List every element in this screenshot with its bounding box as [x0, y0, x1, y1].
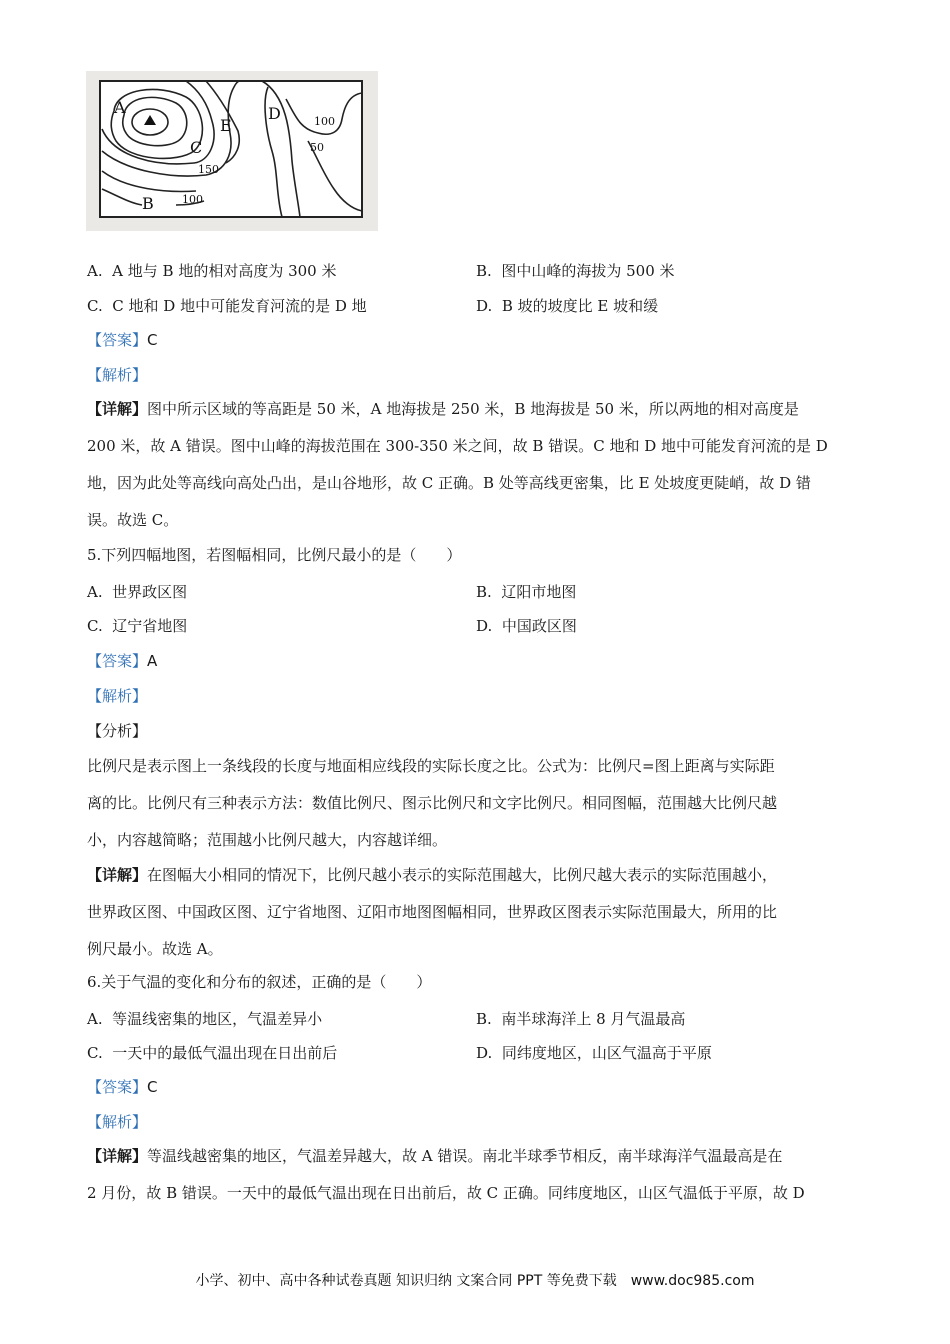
label-e: E	[220, 116, 232, 135]
label-c: C	[190, 138, 203, 157]
q6-answer: 【答案】C	[87, 1078, 158, 1096]
q4-detail: 【详解】图中所示区域的等高距是 50 米，A 地海拔是 250 米，B 地海拔是 50 米，所以两地的相对高度是 200 米，故 A 错误。图中山峰的海拔范围在 300-350 米之间，故 B 错误。C 地和 D 地中可能发育河流的是 D 地，因为此处等高线向高处凸出，是山谷地形，故 C 正确。B 处等高线更密集，比 E 处坡度更陡峭，故 D 错 误。故选 C。	[87, 400, 828, 529]
q5-fenxi-heading: 【分析】	[87, 722, 148, 740]
q4-option-a: A. A 地与 B 地的相对高度为 300 米	[87, 262, 337, 280]
q5-option-d: D. 中国政区图	[476, 617, 577, 635]
q4-option-d: D. B 坡的坡度比 E 坡和缓	[476, 297, 659, 315]
page-footer: 小学、初中、高中各种试卷真题 知识归纳 文案合同 PPT 等免费下载 www.doc985.com	[195, 1273, 755, 1289]
q4-answer: 【答案】C	[87, 331, 158, 349]
contour-label-50: 50	[310, 141, 324, 154]
q6-detail: 【详解】等温线越密集的地区，气温差异越大，故 A 错误。南北半球季节相反，南半球海洋气温最高是在 2 月份，故 B 错误。一天中的最低气温出现在日出前后，故 C 正确。同纬度地区，山区气温低于平原，故 D	[87, 1147, 805, 1202]
label-b: B	[142, 194, 154, 213]
q4-option-b: B. 图中山峰的海拔为 500 米	[476, 262, 675, 280]
contour-map	[86, 71, 378, 231]
q5-option-a: A. 世界政区图	[87, 583, 188, 601]
q6-option-d: D. 同纬度地区，山区气温高于平原	[476, 1044, 712, 1062]
contour-label-150: 150	[198, 163, 219, 176]
label-d: D	[268, 104, 281, 123]
q5-fenxi: 比例尺是表示图上一条线段的长度与地面相应线段的实际长度之比。公式为：比例尺=图上距离与实际距 离的比。比例尺有三种表示方法：数值比例尺、图示比例尺和文字比例尺。相同图幅，范围越大比例尺越 小，内容越简略；范围越小比例尺越大，内容越详细。	[87, 757, 778, 849]
q6-question: 6.关于气温的变化和分布的叙述，正确的是（ ）	[87, 973, 432, 991]
q4-option-c: C. C 地和 D 地中可能发育河流的是 D 地	[87, 297, 367, 315]
q6-analysis-heading: 【解析】	[87, 1113, 148, 1131]
q5-detail: 【详解】在图幅大小相同的情况下，比例尺越小表示的实际范围越大，比例尺越大表示的实际范围越小， 世界政区图、中国政区图、辽宁省地图、辽阳市地图图幅相同，世界政区图表示实际范围最大，所用的比 例尺最小。故选 A。	[87, 866, 778, 958]
q5-analysis-heading: 【解析】	[87, 687, 148, 705]
q5-answer: 【答案】A	[87, 652, 158, 670]
q6-option-b: B. 南半球海洋上 8 月气温最高	[476, 1010, 686, 1028]
contour-label-100-bottom: 100	[182, 193, 203, 206]
q5-option-c: C. 辽宁省地图	[87, 617, 188, 635]
q6-option-c: C. 一天中的最低气温出现在日出前后	[87, 1044, 338, 1062]
contour-map-figure	[86, 71, 378, 231]
q5-option-b: B. 辽阳市地图	[476, 583, 577, 601]
q4-analysis-heading: 【解析】	[87, 366, 148, 384]
label-a: A	[114, 98, 126, 117]
contour-label-100-right: 100	[314, 115, 335, 128]
q5-question: 5.下列四幅地图，若图幅相同，比例尺最小的是（ ）	[87, 546, 462, 564]
q6-option-a: A. 等温线密集的地区，气温差异小	[87, 1010, 323, 1028]
